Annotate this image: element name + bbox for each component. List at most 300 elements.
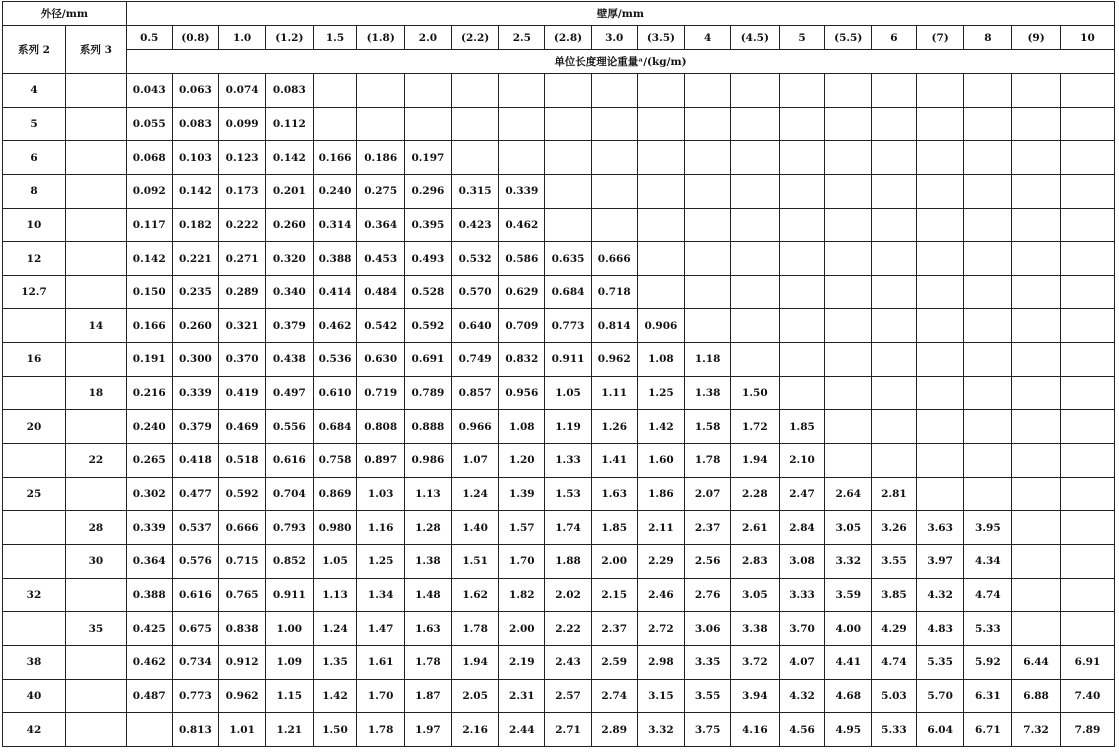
weight-cell: 2.22 bbox=[545, 612, 592, 646]
weight-cell: 0.749 bbox=[451, 343, 499, 377]
weight-cell bbox=[825, 141, 872, 175]
weight-cell bbox=[825, 242, 872, 276]
weight-cell bbox=[916, 208, 964, 242]
weight-cell bbox=[1012, 477, 1061, 511]
weight-cell: 0.302 bbox=[126, 477, 172, 511]
weight-cell: 1.19 bbox=[545, 410, 592, 444]
weight-cell: 1.94 bbox=[730, 444, 779, 478]
weight-cell bbox=[591, 141, 637, 175]
weight-cell bbox=[1012, 612, 1061, 646]
weight-cell: 1.38 bbox=[405, 544, 452, 578]
weight-cell: 0.289 bbox=[219, 275, 266, 309]
series-2-cell bbox=[3, 612, 66, 646]
weight-cell: 0.962 bbox=[219, 679, 266, 713]
thickness-header: (2.2) bbox=[451, 26, 499, 50]
weight-cell: 0.719 bbox=[357, 376, 405, 410]
weight-cell: 0.666 bbox=[219, 511, 266, 545]
weight-cell bbox=[730, 141, 779, 175]
weight-cell: 1.87 bbox=[405, 679, 452, 713]
weight-cell bbox=[1060, 343, 1114, 377]
weight-cell: 0.484 bbox=[357, 275, 405, 309]
weight-cell bbox=[916, 74, 964, 108]
weight-cell: 0.629 bbox=[499, 275, 545, 309]
weight-cell: 2.29 bbox=[637, 544, 685, 578]
weight-cell: 3.94 bbox=[730, 679, 779, 713]
thickness-header: 2.5 bbox=[499, 26, 545, 50]
weight-cell bbox=[685, 141, 731, 175]
weight-cell: 0.418 bbox=[172, 444, 219, 478]
weight-cell bbox=[825, 444, 872, 478]
weight-cell bbox=[779, 141, 825, 175]
weight-cell bbox=[637, 107, 685, 141]
table-row bbox=[3, 275, 1115, 309]
weight-cell bbox=[591, 208, 637, 242]
weight-cell: 1.20 bbox=[499, 444, 545, 478]
weight-cell: 0.068 bbox=[126, 141, 172, 175]
weight-cell: 2.81 bbox=[872, 477, 917, 511]
weight-cell bbox=[1060, 477, 1114, 511]
weight-cell: 0.222 bbox=[219, 208, 266, 242]
weight-cell bbox=[964, 376, 1012, 410]
weight-cell: 0.423 bbox=[451, 208, 499, 242]
weight-cell bbox=[872, 174, 917, 208]
weight-cell: 3.32 bbox=[825, 544, 872, 578]
weight-cell: 1.61 bbox=[357, 645, 405, 679]
weight-cell: 0.379 bbox=[172, 410, 219, 444]
weight-cell bbox=[779, 343, 825, 377]
weight-cell: 7.89 bbox=[1060, 713, 1114, 747]
weight-cell: 0.477 bbox=[172, 477, 219, 511]
weight-cell bbox=[964, 242, 1012, 276]
weight-cell: 0.425 bbox=[126, 612, 172, 646]
weight-cell: 2.57 bbox=[545, 679, 592, 713]
weight-cell: 0.339 bbox=[126, 511, 172, 545]
weight-cell: 2.37 bbox=[685, 511, 731, 545]
weight-cell: 3.55 bbox=[872, 544, 917, 578]
weight-cell bbox=[1060, 242, 1114, 276]
weight-cell: 7.40 bbox=[1060, 679, 1114, 713]
thickness-header: 1.5 bbox=[313, 26, 357, 50]
weight-cell: 2.47 bbox=[779, 477, 825, 511]
table-row bbox=[3, 376, 1115, 410]
weight-cell: 2.31 bbox=[499, 679, 545, 713]
weight-cell: 1.72 bbox=[730, 410, 779, 444]
weight-cell: 0.962 bbox=[591, 343, 637, 377]
weight-cell: 5.33 bbox=[872, 713, 917, 747]
weight-cell: 0.715 bbox=[219, 544, 266, 578]
weight-cell bbox=[637, 141, 685, 175]
weight-cell: 0.240 bbox=[126, 410, 172, 444]
weight-cell: 2.61 bbox=[730, 511, 779, 545]
weight-cell: 3.55 bbox=[685, 679, 731, 713]
weight-cell: 0.980 bbox=[313, 511, 357, 545]
series-2-cell: 10 bbox=[3, 208, 66, 242]
weight-cell: 0.314 bbox=[313, 208, 357, 242]
weight-cell: 0.271 bbox=[219, 242, 266, 276]
weight-cell: 0.260 bbox=[265, 208, 313, 242]
weight-cell: 0.838 bbox=[219, 612, 266, 646]
weight-cell: 2.59 bbox=[591, 645, 637, 679]
weight-cell bbox=[545, 107, 592, 141]
weight-cell: 0.043 bbox=[126, 74, 172, 108]
series-2-cell: 8 bbox=[3, 174, 66, 208]
weight-cell bbox=[126, 713, 172, 747]
weight-cell: 1.09 bbox=[265, 645, 313, 679]
weight-cell bbox=[825, 376, 872, 410]
weight-cell: 0.055 bbox=[126, 107, 172, 141]
weight-cell: 4.00 bbox=[825, 612, 872, 646]
weight-cell: 0.166 bbox=[313, 141, 357, 175]
weight-cell: 1.05 bbox=[313, 544, 357, 578]
weight-cell: 1.57 bbox=[499, 511, 545, 545]
weight-cell: 2.76 bbox=[685, 578, 731, 612]
table-row bbox=[3, 141, 1115, 175]
weight-cell: 1.50 bbox=[313, 713, 357, 747]
weight-cell: 2.28 bbox=[730, 477, 779, 511]
weight-cell: 0.453 bbox=[357, 242, 405, 276]
weight-cell: 0.265 bbox=[126, 444, 172, 478]
weight-cell: 0.635 bbox=[545, 242, 592, 276]
weight-cell: 1.16 bbox=[357, 511, 405, 545]
pipe-weight-table bbox=[2, 1, 1115, 747]
weight-cell: 0.300 bbox=[172, 343, 219, 377]
weight-cell: 1.86 bbox=[637, 477, 685, 511]
table-row bbox=[3, 444, 1115, 478]
weight-cell bbox=[499, 107, 545, 141]
weight-cell: 1.85 bbox=[779, 410, 825, 444]
weight-cell bbox=[685, 174, 731, 208]
weight-cell: 0.897 bbox=[357, 444, 405, 478]
weight-cell bbox=[872, 343, 917, 377]
weight-cell bbox=[964, 174, 1012, 208]
series-3-header: 系列 3 bbox=[65, 26, 126, 74]
weight-cell: 3.35 bbox=[685, 645, 731, 679]
weight-cell: 0.462 bbox=[126, 645, 172, 679]
thickness-header: (4.5) bbox=[730, 26, 779, 50]
thickness-header: (3.5) bbox=[637, 26, 685, 50]
weight-cell: 3.85 bbox=[872, 578, 917, 612]
weight-cell bbox=[964, 477, 1012, 511]
weight-cell: 0.814 bbox=[591, 309, 637, 343]
weight-cell: 2.43 bbox=[545, 645, 592, 679]
weight-cell bbox=[1012, 410, 1061, 444]
weight-cell: 0.103 bbox=[172, 141, 219, 175]
weight-cell: 0.586 bbox=[499, 242, 545, 276]
weight-cell: 0.099 bbox=[219, 107, 266, 141]
weight-cell bbox=[451, 74, 499, 108]
weight-cell bbox=[685, 208, 731, 242]
weight-cell: 1.63 bbox=[591, 477, 637, 511]
series-2-cell: 32 bbox=[3, 578, 66, 612]
weight-cell bbox=[1060, 511, 1114, 545]
weight-cell: 0.813 bbox=[172, 713, 219, 747]
weight-cell: 0.364 bbox=[126, 544, 172, 578]
weight-cell bbox=[1060, 74, 1114, 108]
weight-cell: 0.704 bbox=[265, 477, 313, 511]
weight-cell: 0.857 bbox=[451, 376, 499, 410]
weight-cell: 3.70 bbox=[779, 612, 825, 646]
weight-cell bbox=[916, 444, 964, 478]
weight-cell: 0.675 bbox=[172, 612, 219, 646]
series-2-cell bbox=[3, 511, 66, 545]
weight-cell: 1.38 bbox=[685, 376, 731, 410]
weight-cell bbox=[730, 309, 779, 343]
weight-cell: 4.32 bbox=[916, 578, 964, 612]
weight-cell bbox=[313, 74, 357, 108]
weight-cell: 0.083 bbox=[172, 107, 219, 141]
weight-cell: 0.117 bbox=[126, 208, 172, 242]
weight-cell bbox=[1060, 376, 1114, 410]
weight-cell: 1.51 bbox=[451, 544, 499, 578]
weight-cell bbox=[637, 74, 685, 108]
weight-cell: 0.869 bbox=[313, 477, 357, 511]
weight-cell: 1.08 bbox=[499, 410, 545, 444]
series-3-cell bbox=[65, 242, 126, 276]
unit-weight-header: 单位长度理论重量ᵃ/(kg/m) bbox=[126, 50, 1114, 74]
weight-cell: 2.56 bbox=[685, 544, 731, 578]
weight-cell: 4.16 bbox=[730, 713, 779, 747]
weight-cell: 2.89 bbox=[591, 713, 637, 747]
weight-cell: 0.493 bbox=[405, 242, 452, 276]
weight-cell: 2.00 bbox=[591, 544, 637, 578]
weight-cell: 1.42 bbox=[637, 410, 685, 444]
table-row bbox=[3, 612, 1115, 646]
weight-cell: 6.71 bbox=[964, 713, 1012, 747]
weight-cell bbox=[964, 309, 1012, 343]
weight-cell: 1.11 bbox=[591, 376, 637, 410]
weight-cell bbox=[1012, 511, 1061, 545]
weight-cell: 5.70 bbox=[916, 679, 964, 713]
weight-cell: 0.191 bbox=[126, 343, 172, 377]
weight-cell: 1.18 bbox=[685, 343, 731, 377]
weight-cell bbox=[916, 141, 964, 175]
weight-cell: 0.340 bbox=[265, 275, 313, 309]
weight-cell bbox=[451, 107, 499, 141]
weight-cell: 1.97 bbox=[405, 713, 452, 747]
weight-cell: 0.419 bbox=[219, 376, 266, 410]
series-3-cell bbox=[65, 174, 126, 208]
weight-cell: 0.197 bbox=[405, 141, 452, 175]
weight-cell: 0.640 bbox=[451, 309, 499, 343]
weight-cell bbox=[1012, 74, 1061, 108]
table-body bbox=[3, 74, 1115, 747]
series-2-cell: 16 bbox=[3, 343, 66, 377]
weight-cell: 1.74 bbox=[545, 511, 592, 545]
weight-cell bbox=[499, 141, 545, 175]
weight-cell bbox=[779, 275, 825, 309]
weight-cell bbox=[1012, 343, 1061, 377]
weight-cell: 0.616 bbox=[172, 578, 219, 612]
weight-cell bbox=[405, 107, 452, 141]
thickness-header: 0.5 bbox=[126, 26, 172, 50]
weight-cell: 0.123 bbox=[219, 141, 266, 175]
series-3-cell bbox=[65, 578, 126, 612]
table-row bbox=[3, 107, 1115, 141]
weight-cell bbox=[637, 174, 685, 208]
weight-cell: 0.758 bbox=[313, 444, 357, 478]
weight-cell: 1.35 bbox=[313, 645, 357, 679]
weight-cell: 0.718 bbox=[591, 275, 637, 309]
outer-diameter-header: 外径/mm bbox=[3, 2, 127, 26]
weight-cell: 1.70 bbox=[499, 544, 545, 578]
weight-cell: 0.235 bbox=[172, 275, 219, 309]
weight-cell bbox=[872, 242, 917, 276]
weight-cell: 0.592 bbox=[219, 477, 266, 511]
weight-cell: 3.05 bbox=[825, 511, 872, 545]
weight-cell: 0.911 bbox=[265, 578, 313, 612]
weight-cell: 1.39 bbox=[499, 477, 545, 511]
weight-cell: 2.37 bbox=[591, 612, 637, 646]
weight-cell: 1.05 bbox=[545, 376, 592, 410]
series-2-cell bbox=[3, 376, 66, 410]
weight-cell bbox=[872, 107, 917, 141]
weight-cell bbox=[730, 343, 779, 377]
weight-cell bbox=[637, 242, 685, 276]
series-3-cell bbox=[65, 208, 126, 242]
series-2-cell: 20 bbox=[3, 410, 66, 444]
weight-cell: 0.395 bbox=[405, 208, 452, 242]
weight-cell: 0.986 bbox=[405, 444, 452, 478]
weight-cell: 0.576 bbox=[172, 544, 219, 578]
weight-cell bbox=[964, 343, 1012, 377]
weight-cell: 1.78 bbox=[357, 713, 405, 747]
weight-cell: 1.88 bbox=[545, 544, 592, 578]
weight-cell bbox=[1060, 578, 1114, 612]
weight-cell bbox=[637, 208, 685, 242]
weight-cell: 3.26 bbox=[872, 511, 917, 545]
weight-cell: 3.38 bbox=[730, 612, 779, 646]
weight-cell: 0.592 bbox=[405, 309, 452, 343]
series-2-cell bbox=[3, 544, 66, 578]
weight-cell bbox=[916, 376, 964, 410]
weight-cell: 2.72 bbox=[637, 612, 685, 646]
series-3-cell bbox=[65, 410, 126, 444]
weight-cell bbox=[730, 107, 779, 141]
weight-cell: 2.02 bbox=[545, 578, 592, 612]
weight-cell: 0.773 bbox=[545, 309, 592, 343]
weight-cell bbox=[1012, 141, 1061, 175]
weight-cell: 0.142 bbox=[265, 141, 313, 175]
weight-cell bbox=[405, 74, 452, 108]
series-2-cell bbox=[3, 309, 66, 343]
weight-cell bbox=[685, 242, 731, 276]
weight-cell bbox=[916, 174, 964, 208]
weight-cell bbox=[916, 410, 964, 444]
weight-cell: 1.25 bbox=[357, 544, 405, 578]
weight-cell: 0.966 bbox=[451, 410, 499, 444]
weight-cell: 3.08 bbox=[779, 544, 825, 578]
weight-cell: 0.112 bbox=[265, 107, 313, 141]
weight-cell: 2.83 bbox=[730, 544, 779, 578]
weight-cell bbox=[685, 74, 731, 108]
weight-cell: 0.321 bbox=[219, 309, 266, 343]
weight-cell bbox=[916, 477, 964, 511]
weight-cell: 0.339 bbox=[172, 376, 219, 410]
weight-cell: 6.91 bbox=[1060, 645, 1114, 679]
weight-cell: 0.630 bbox=[357, 343, 405, 377]
weight-cell bbox=[1012, 208, 1061, 242]
weight-cell: 0.275 bbox=[357, 174, 405, 208]
weight-cell: 2.44 bbox=[499, 713, 545, 747]
weight-cell: 0.852 bbox=[265, 544, 313, 578]
series-2-cell: 4 bbox=[3, 74, 66, 108]
table-row bbox=[3, 679, 1115, 713]
weight-cell bbox=[357, 107, 405, 141]
series-3-cell: 18 bbox=[65, 376, 126, 410]
weight-cell: 0.709 bbox=[499, 309, 545, 343]
weight-cell: 3.15 bbox=[637, 679, 685, 713]
weight-cell bbox=[964, 74, 1012, 108]
weight-cell: 0.765 bbox=[219, 578, 266, 612]
series-3-cell bbox=[65, 74, 126, 108]
thickness-header: (1.2) bbox=[265, 26, 313, 50]
weight-cell: 5.35 bbox=[916, 645, 964, 679]
series-3-cell bbox=[65, 141, 126, 175]
weight-cell: 4.56 bbox=[779, 713, 825, 747]
weight-cell: 2.46 bbox=[637, 578, 685, 612]
weight-cell: 1.70 bbox=[357, 679, 405, 713]
weight-cell: 0.083 bbox=[265, 74, 313, 108]
weight-cell: 0.221 bbox=[172, 242, 219, 276]
weight-cell: 0.186 bbox=[357, 141, 405, 175]
thickness-header: (1.8) bbox=[357, 26, 405, 50]
weight-cell bbox=[1012, 174, 1061, 208]
series-3-cell bbox=[65, 343, 126, 377]
weight-cell: 1.15 bbox=[265, 679, 313, 713]
series-2-cell: 12.7 bbox=[3, 275, 66, 309]
weight-cell: 3.75 bbox=[685, 713, 731, 747]
weight-cell: 0.173 bbox=[219, 174, 266, 208]
weight-cell: 7.32 bbox=[1012, 713, 1061, 747]
weight-cell: 3.72 bbox=[730, 645, 779, 679]
weight-cell bbox=[591, 174, 637, 208]
weight-cell: 0.364 bbox=[357, 208, 405, 242]
weight-cell: 3.33 bbox=[779, 578, 825, 612]
weight-cell: 1.85 bbox=[591, 511, 637, 545]
weight-cell bbox=[964, 107, 1012, 141]
weight-cell bbox=[313, 107, 357, 141]
weight-cell bbox=[730, 74, 779, 108]
series-3-cell: 30 bbox=[65, 544, 126, 578]
weight-cell bbox=[1060, 410, 1114, 444]
weight-cell bbox=[825, 343, 872, 377]
weight-cell bbox=[872, 444, 917, 478]
weight-cell: 4.74 bbox=[872, 645, 917, 679]
weight-cell: 2.19 bbox=[499, 645, 545, 679]
weight-cell bbox=[779, 107, 825, 141]
weight-cell: 0.388 bbox=[313, 242, 357, 276]
weight-cell: 2.07 bbox=[685, 477, 731, 511]
weight-cell: 6.88 bbox=[1012, 679, 1061, 713]
series-2-cell: 25 bbox=[3, 477, 66, 511]
weight-cell: 2.74 bbox=[591, 679, 637, 713]
weight-cell bbox=[451, 141, 499, 175]
weight-cell: 1.24 bbox=[451, 477, 499, 511]
thickness-header: 1.0 bbox=[219, 26, 266, 50]
weight-cell: 1.00 bbox=[265, 612, 313, 646]
weight-cell bbox=[1060, 141, 1114, 175]
weight-cell: 3.95 bbox=[964, 511, 1012, 545]
series-3-cell bbox=[65, 713, 126, 747]
weight-cell: 0.528 bbox=[405, 275, 452, 309]
weight-cell bbox=[1012, 309, 1061, 343]
weight-cell bbox=[916, 275, 964, 309]
weight-cell: 0.063 bbox=[172, 74, 219, 108]
weight-cell: 0.773 bbox=[172, 679, 219, 713]
weight-cell: 0.906 bbox=[637, 309, 685, 343]
weight-cell: 5.92 bbox=[964, 645, 1012, 679]
weight-cell: 0.734 bbox=[172, 645, 219, 679]
